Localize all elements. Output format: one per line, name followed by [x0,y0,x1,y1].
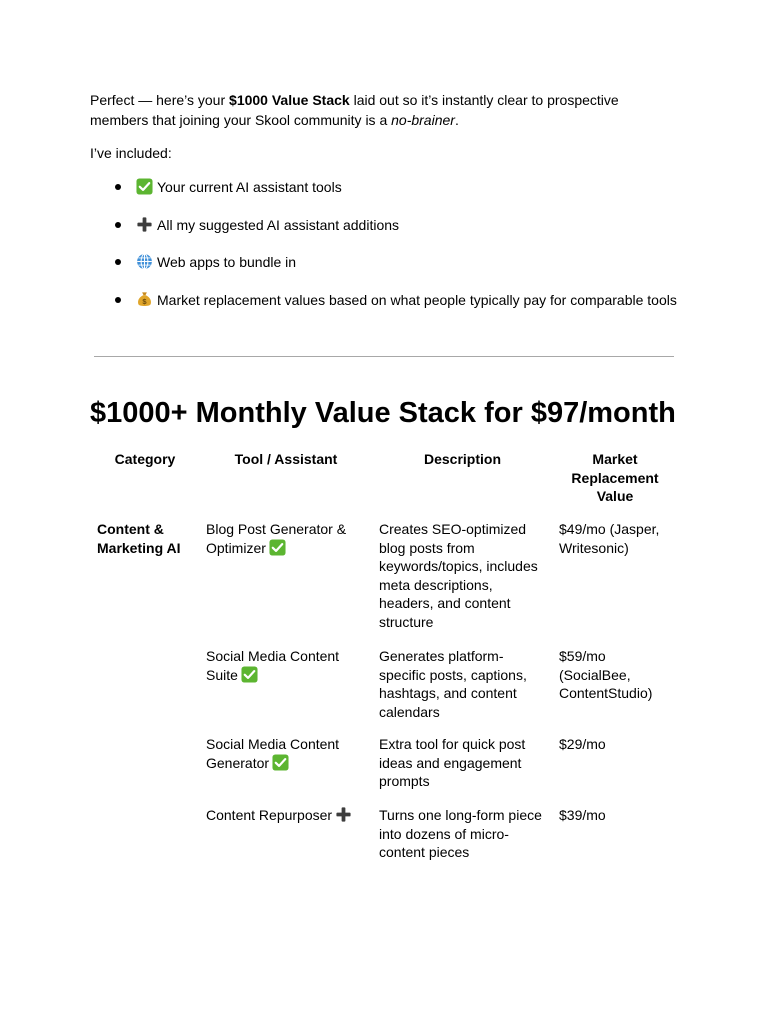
cell-category: Content & Marketing AI [97,521,181,556]
cell-description: Turns one long-form piece into dozens of micro-content pieces [379,807,542,860]
intro-suffix: . [454,112,459,128]
cell-tool [206,647,356,684]
list-item-text: Market replacement values based on what people typically pay for comparable tools [157,291,677,308]
intro-middle: laid out so it’s instantly clear to prospective members that joining your Skool community is a [90,92,619,128]
cell-tool [206,735,356,772]
list-item-text: All my suggested AI assistant additions [157,216,400,233]
included-label: I’ve included: [90,145,172,161]
cell-tool-text: Content Repurposer [206,807,333,823]
plus-icon [335,806,352,823]
cell-tool [206,806,372,825]
bullet-dot [115,184,121,190]
list-item [90,252,680,272]
intro-italic-no-brainer: no-brainer [391,112,455,128]
check-mark-icon [136,178,153,195]
included-list [90,177,680,310]
globe-icon [136,253,153,270]
header-market-value: Market Replacement Value [571,451,659,504]
check-mark-icon [269,539,286,556]
cell-tool-text: Blog Post Generator & Optimizer [206,521,347,556]
bullet-dot [115,222,121,228]
intro-bold-value-stack: $1000 Value Stack [229,92,350,108]
intro-paragraph [90,90,680,130]
list-item-text: Web apps to bundle in [157,254,297,270]
list-item-text: Your current AI assistant tools [157,179,342,195]
intro-section [90,90,680,327]
cell-description: Generates platform-specific posts, captions, hashtags, and content calendars [379,648,527,720]
stack-title: $1000+ Monthly Value Stack for $97/month [90,397,676,429]
list-item [90,215,680,235]
cell-market-value: $29/mo [559,736,606,752]
money-bag-icon [136,291,153,308]
bullet-dot [115,259,121,265]
cell-tool [206,520,366,557]
cell-tool-text: Social Media Content Generator [206,736,340,771]
cell-description: Extra tool for quick post ideas and engagement prompts [379,736,526,789]
header-description: Description [423,451,501,467]
section-divider [94,356,674,357]
header-tool: Tool / Assistant [234,451,338,467]
cell-description: Creates SEO-optimized blog posts from keywords/topics, includes meta descriptions, headers, and content structure [379,521,538,630]
list-item [90,177,680,197]
intro-prefix: Perfect — here’s your [90,92,230,108]
bullet-dot [115,297,121,303]
cell-market-value: $39/mo [559,807,606,823]
plus-icon [136,216,153,233]
cell-tool-text: Social Media Content Suite [206,648,340,683]
check-mark-icon [272,754,289,771]
header-category: Category [114,451,176,467]
cell-market-value: $49/mo (Jasper, Writesonic) [559,521,660,556]
check-mark-icon [241,666,258,683]
list-item [90,290,680,310]
cell-market-value: $59/mo (SocialBee, ContentStudio) [559,648,653,701]
